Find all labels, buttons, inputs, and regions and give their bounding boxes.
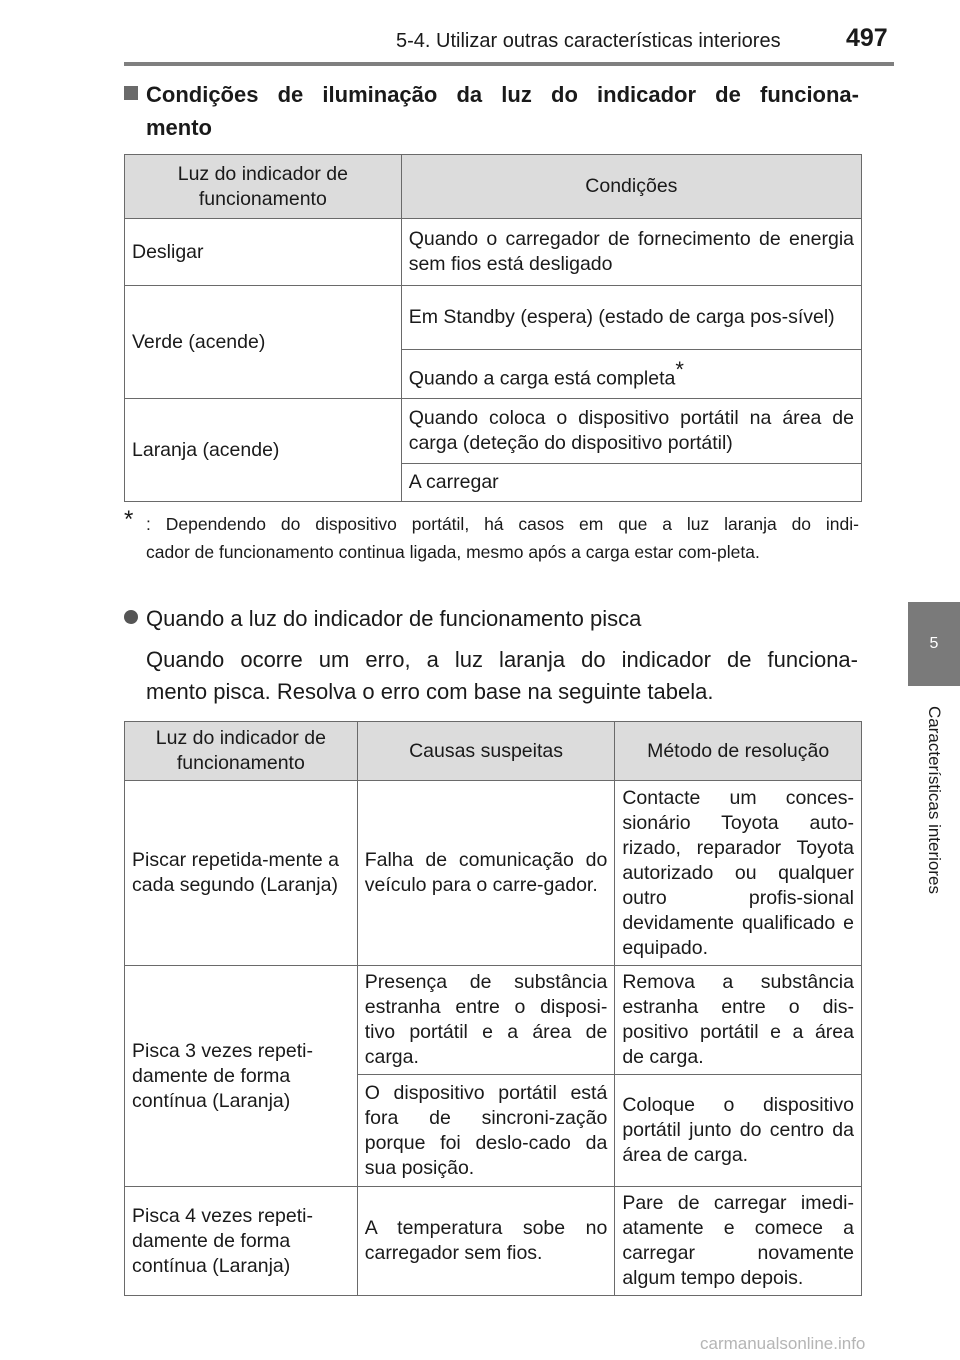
bullet-heading (124, 604, 641, 634)
chapter-number: 5 (929, 635, 939, 652)
table-cell: Contacte um conces-sionário Toyota auto-rizado, reparador Toyota autorizado ou qualquer outro profis-sional devidamente qualificado e equipado. (615, 781, 862, 966)
table-header: Luz do indicador de funcionamento (125, 722, 358, 781)
footnote-marker: * (675, 356, 684, 382)
round-bullet-icon (124, 610, 138, 624)
table-cell: A temperatura sobe no carregador sem fios. (357, 1187, 615, 1296)
table-cell-text: Quando a carga está completa (408, 367, 676, 390)
bullet-body-line2: mento pisca. Resolva o erro com base na seguinte tabela. (146, 679, 714, 704)
table-cell: Pare de carregar imedi-atamente e comece a carregar novamente algum tempo depois. (615, 1187, 862, 1296)
table-row (125, 286, 862, 350)
table-cell: Desligar (125, 219, 402, 286)
table-row (125, 966, 862, 1075)
table-row (125, 781, 862, 966)
section-heading-line2: mento (146, 115, 212, 140)
watermark: carmanualsonline.info (700, 1334, 866, 1353)
table-row (125, 219, 862, 286)
footnote-line2: cador de funcionamento continua ligada, mesmo após a carga estar com-pleta. (146, 542, 760, 562)
bullet-body (146, 644, 858, 708)
bullet-heading-text: Quando a luz do indicador de funcionamento pisca (146, 606, 642, 631)
table-row (125, 1187, 862, 1296)
page-number: 497 (846, 24, 888, 52)
indicator-conditions-table (124, 154, 862, 502)
running-header-title: 5-4. Utilizar outras características interiores (396, 30, 781, 52)
footnote-line1: : Dependendo do dispositivo portátil, há casos em que a luz laranja do indi- (146, 514, 859, 534)
table-cell: Falha de comunicação do veículo para o carre-gador. (357, 781, 615, 966)
square-bullet-icon (124, 86, 138, 100)
section-heading (124, 78, 859, 144)
bullet-body-line1: Quando ocorre um erro, a luz laranja do indicador de funciona- (146, 647, 858, 672)
section-heading-line1: Condições de iluminação da luz do indicador de funciona- (146, 82, 859, 107)
table-cell: Pisca 4 vezes repeti-damente de forma contínua (Laranja) (125, 1187, 358, 1296)
table-cell: Quando o carregador de fornecimento de energia sem fios está desligado (401, 219, 861, 286)
table-header: Método de resolução (615, 722, 862, 781)
header-rule (124, 62, 894, 66)
chapter-label: Características interiores (925, 705, 944, 895)
table-header: Luz do indicador de funcionamento (125, 155, 402, 219)
table-row (125, 399, 862, 464)
table-cell (401, 350, 861, 399)
table-cell: Verde (acende) (125, 286, 402, 399)
table-cell: Pisca 3 vezes repeti-damente de forma contínua (Laranja) (125, 966, 358, 1187)
table-cell: O dispositivo portátil está fora de sincroni-zação porque foi deslo-cado da sua posição. (357, 1075, 615, 1187)
table-cell: Piscar repetida-mente a cada segundo (Laranja) (125, 781, 358, 966)
table-header: Condições (401, 155, 861, 219)
footnote-asterisk: * (124, 506, 134, 534)
table-cell: Presença de substância estranha entre o disposi-tivo portátil e a área de carga. (357, 966, 615, 1075)
table-cell: Coloque o dispositivo portátil junto do centro da área de carga. (615, 1075, 862, 1187)
table-cell: Remova a substância estranha entre o dis-positivo portátil e a área de carga. (615, 966, 862, 1075)
footnote (124, 506, 859, 566)
table-cell: Em Standby (espera) (estado de carga pos-sível) (401, 286, 861, 350)
table-cell: Quando coloca o dispositivo portátil na área de carga (deteção do dispositivo portátil) (401, 399, 861, 464)
table-cell: Laranja (acende) (125, 399, 402, 502)
chapter-tab (908, 602, 960, 686)
table-header: Causas suspeitas (357, 722, 615, 781)
table-cell: A carregar (401, 464, 861, 502)
troubleshooting-table (124, 721, 862, 1296)
